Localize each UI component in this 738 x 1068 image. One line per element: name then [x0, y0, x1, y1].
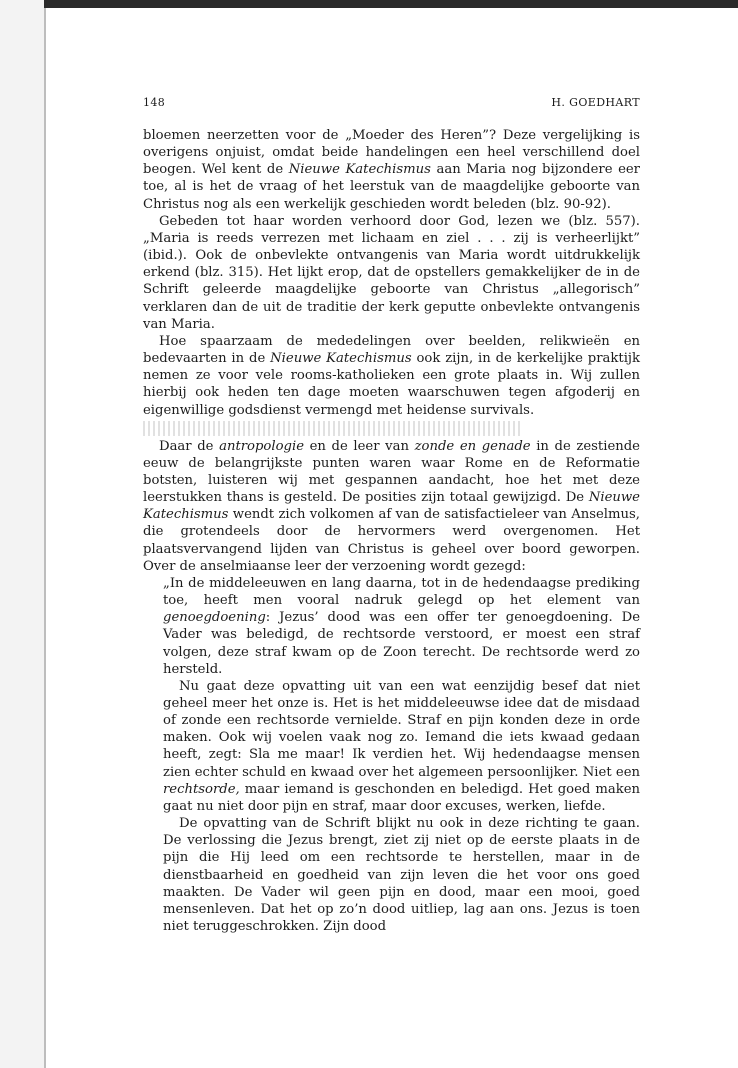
quote-paragraph-2: Nu gaat deze opvatting uit van een wat eenzijdig besef dat niet geheel meer het onze is. Het is het middeleeuwse idee dat de misdaad of zonde een rechtsorde vernielde. Straf en pijn konden deze in orde maken. Ook wij voelen vaak nog zo. Iemand die iets kwaad gedaan heeft, zegt: Sla me maar! Ik verdien het. Wij hedendaagse mensen zien echter schuld en kwaad over het algemeen persoonlijker. Niet een rechtsorde, maar iemand is geschonden en beledigd. Het goed maken gaat nu niet door pijn en straf, maar door excuses, werken, liefde. [163, 678, 640, 814]
paragraph-3: Hoe spaarzaam de mededelingen over beelden, relikwieën en bedevaarten in de Nieuwe Katechismus ook zijn, in de kerkelijke praktijk nemen ze voor vele rooms-katholieken een grote plaats in. Wij zullen hierbij ook heden ten dage moeten waarschuwen tegen afgoderij en eigenwillige godsdienst vermengd met heidense survivals. [143, 333, 640, 418]
running-header [143, 94, 640, 114]
italic-term: zonde en genade [414, 438, 531, 454]
scan-top-border [0, 0, 738, 8]
page-content [143, 94, 640, 935]
block-quote [163, 575, 640, 935]
scan-smudge-separator [143, 421, 523, 436]
paragraph-4: Daar de antropologie en de leer van zonde en genade in de zestiende eeuw de belangrijkste punten waren waar Rome en de Reformatie botsten, luisteren wij met gespannen aandacht, hoe het met deze leerstukken thans is gesteld. De posities zijn totaal gewijzigd. De Nieuwe Katechismus wendt zich volkomen af van de satisfactieleer van Anselmus, die grotendeels door de hervormers werd overgenomen. Het plaatsvervangend lijden van Christus is geheel over boord geworpen. Over de anselmiaanse leer der verzoening wordt gezegd: [143, 438, 640, 574]
italic-title: Nieuwe Katechismus [288, 162, 431, 178]
italic-title: Nieuwe Katechismus [143, 490, 640, 523]
author-name: H. GOEDHART [551, 96, 640, 109]
paragraph-2: Gebeden tot haar worden verhoord door God, lezen we (blz. 557). „Maria is reeds verrezen met lichaam en ziel . . . zij is verheerlijkt” (ibid.). Ook de onbevlekte ontvangenis van Maria wordt uitdrukkelijk erkend (blz. 315). Het lijkt erop, dat de opstellers gemakkelijker de in de Schrift geleerde maagdelijke geboorte van Christus „allegorisch” verklaren dan de uit de traditie der kerk geputte onbevlekte ontvangenis van Maria. [143, 213, 640, 332]
italic-term: genoegdoening [163, 610, 266, 626]
scan-gutter-line [44, 8, 46, 1068]
quote-paragraph-1: „In de middeleeuwen en lang daarna, tot in de hedendaagse prediking toe, heeft men vooral nadruk gelegd op het element van genoegdoening: Jezus’ dood was een offer ter genoegdoening. De Vader was beledigd, de rechtsorde verstoord, er moest een straf volgen, deze straf kwam op de Zoon terecht. De rechtsorde werd zo hersteld. [163, 575, 640, 677]
scan-left-margin [0, 0, 44, 1068]
italic-title: Nieuwe Katechismus [270, 351, 412, 367]
paragraph-1: bloemen neerzetten voor de „Moeder des Heren”? Deze vergelijking is overigens onjuist, omdat beide handelingen een heel verschillend doel beogen. Wel kent de Nieuwe Katechismus aan Maria nog bijzondere eer toe, al is het de vraag of het leerstuk van de maagdelijke geboorte van Christus nog als een werkelijk geschieden wordt beleden (blz. 90-92). [143, 128, 640, 212]
italic-term: antropologie [219, 438, 304, 454]
italic-term: rechtsorde, [163, 781, 240, 797]
page-number: 148 [143, 96, 166, 109]
quote-paragraph-3: De opvatting van de Schrift blijkt nu ook in deze richting te gaan. De verlossing die Jezus brengt, ziet zij niet op de eerste plaats in de pijn die Hij leed om een rechtsorde te herstellen, maar in de dienstbaarheid en goedheid van zijn leven die het voor ons goed maakten. De Vader wil geen pijn en dood, maar een mooi, goed mensenleven. Dat het op zo’n dood uitliep, lag aan ons. Jezus is toen niet teruggeschrokken. Zijn dood [163, 816, 640, 935]
